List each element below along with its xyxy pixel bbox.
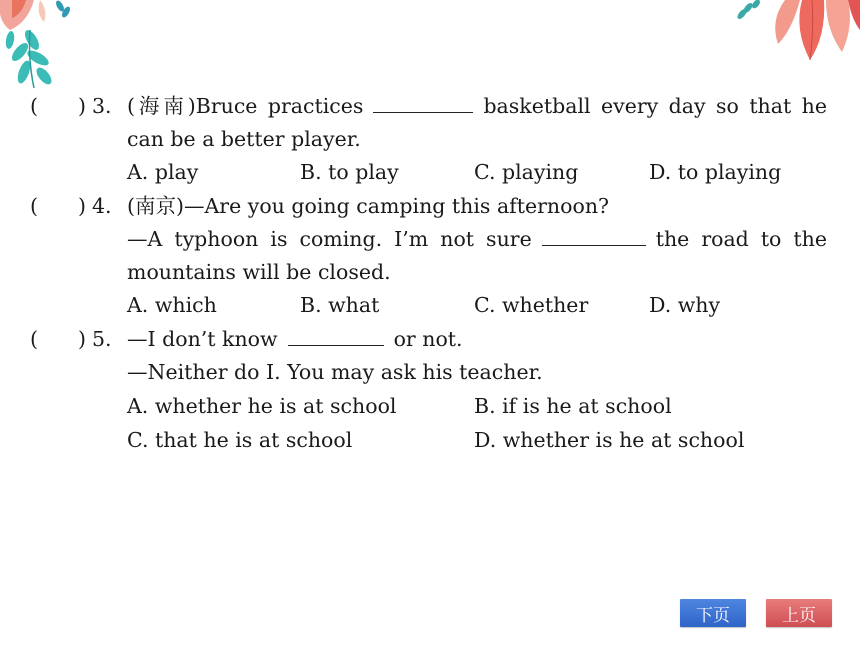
next-page-button[interactable]: 下页 [680, 599, 746, 627]
question-number: 3. [92, 94, 112, 118]
question-line: —A typhoon is coming. I’m not sure the road to the [127, 227, 828, 251]
question-line: —I don’t know or not. [127, 327, 463, 351]
question-number: 4. [92, 194, 112, 218]
option-a[interactable]: A. play [127, 160, 199, 184]
option-c[interactable]: C. that he is at school [127, 428, 353, 452]
question-line: can be a better player. [127, 127, 361, 151]
answer-paren[interactable]: ( ) [30, 94, 86, 118]
answer-paren[interactable]: ( ) [30, 327, 86, 351]
option-b[interactable]: B. to play [300, 160, 399, 184]
question-line: (海南)Bruce practices basketball every day so that he [127, 94, 827, 118]
answer-blank[interactable] [542, 225, 646, 246]
top-left-floral-decoration-icon [0, 0, 80, 90]
option-a[interactable]: A. which [127, 293, 217, 317]
option-a[interactable]: A. whether he is at school [127, 394, 397, 418]
option-b[interactable]: B. if is he at school [474, 394, 672, 418]
question-number: 5. [92, 327, 112, 351]
option-d[interactable]: D. why [649, 293, 721, 317]
option-c[interactable]: C. whether [474, 293, 589, 317]
answer-paren[interactable]: ( ) [30, 194, 86, 218]
top-right-floral-decoration-icon [730, 0, 860, 70]
option-c[interactable]: C. playing [474, 160, 579, 184]
option-d[interactable]: D. to playing [649, 160, 782, 184]
option-d[interactable]: D. whether is he at school [474, 428, 745, 452]
previous-page-button[interactable]: 上页 [766, 599, 832, 627]
option-b[interactable]: B. what [300, 293, 380, 317]
question-line: mountains will be closed. [127, 260, 391, 284]
answer-blank[interactable] [373, 92, 473, 113]
answer-blank[interactable] [288, 325, 384, 346]
question-line: (南京)—Are you going camping this afternoon? [127, 194, 610, 218]
question-line: —Neither do I. You may ask his teacher. [127, 360, 543, 384]
